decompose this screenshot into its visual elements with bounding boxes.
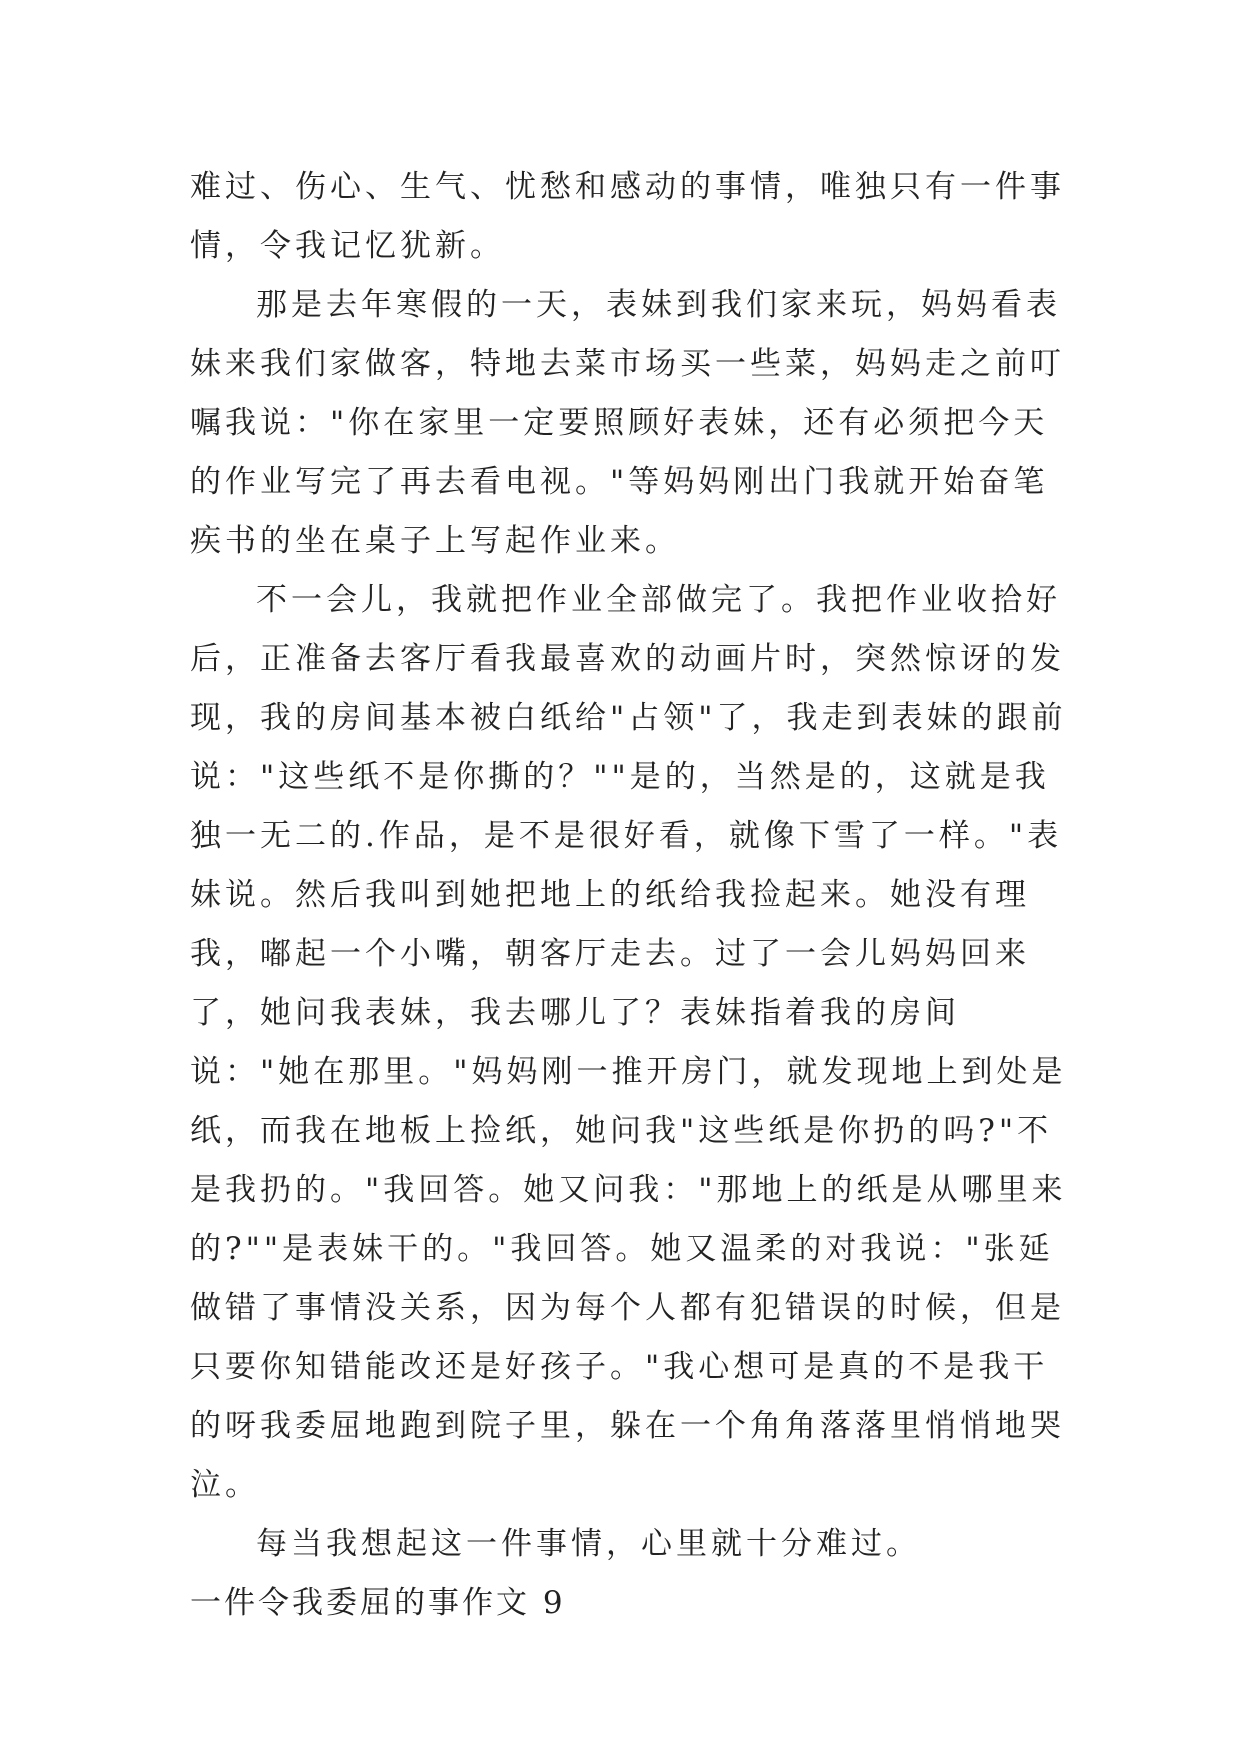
paragraph-homework-done: 不一会儿，我就把作业全部做完了。我把作业收拾好后，正准备去客厅看我最喜欢的动画片时，突然惊讶的发现，我的房间基本被白纸给"占领"了，我走到表妹的跟前说："这些纸不是你撕的？""是的，当然是的，这就是我独一无二的.作品，是不是很好看，就像下雪了一样。"表妹说。然后我叫到她把地上的纸给我捡起来。她没有理我，嘟起一个小嘴，朝客厅走去。过了一会儿妈妈回来了，她问我表妹，我去哪儿了？表妹指着我的房间说："她在那里。"妈妈刚一推开房门，就发现地上到处是纸，而我在地板上捡纸，她问我"这些纸是你扔的吗?"不是我扔的。"我回答。她又问我："那地上的纸是从哪里来的?""是表妹干的。"我回答。她又温柔的对我说："张延做错了事情没关系，因为每个人都有犯错误的时候，但是只要你知错能改还是好孩子。"我心想可是真的不是我干的呀我委屈地跑到院子里，躲在一个角角落落里悄悄地哭泣。	[190, 582, 1067, 1503]
document-body	[190, 158, 1070, 1633]
essay-heading: 一件令我委屈的事作文 9	[190, 1585, 566, 1621]
paragraph-winter-vacation: 那是去年寒假的一天，表妹到我们家来玩，妈妈看表妹来我们家做客，特地去菜市场买一些菜，妈妈走之前叮嘱我说："你在家里一定要照顾好表妹，还有必须把今天的作业写完了再去看电视。"等妈妈刚出门我就开始奋笔疾书的坐在桌子上写起作业来。	[190, 287, 1065, 559]
paragraph-conclusion: 每当我想起这一件事情，心里就十分难过。	[256, 1526, 921, 1562]
paragraph-continuation: 难过、伤心、生气、忧愁和感动的事情，唯独只有一件事情，令我记忆犹新。	[190, 169, 1065, 264]
